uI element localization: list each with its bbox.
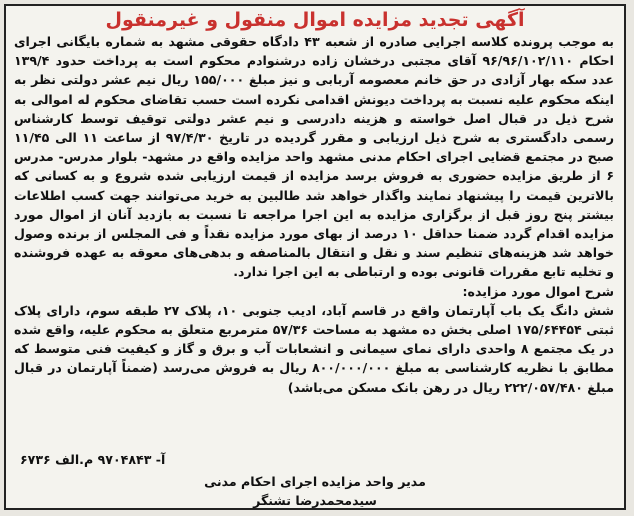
notice-paragraph-main: به موجب پرونده کلاسه اجرایی صادره از شعبه ۴۳ دادگاه حقوقی مشهد به شماره بایگانی اجرای احکام ۹۶/۹۶/۱۰۲/۱۱۰ آقای مجتبی درخشان زاده درشنوادم محکوم است به پرداخت حدود ۱۳۹/۴ عدد سکه بهار آزادی در حق خانم معصومه آربابی و نیز مبلغ ۱۵۵/۰۰۰ ریال نیم عشر دولتی نظر به اینکه محکوم علیه نسبت به پرداخت دیونش اقدامی نکرده است حسب تقاضای محکوم له اموالی به شرح ذیل در قبال اصل خواسته و هزینه دادرسی و نیم عشر دولتی توقیف توسط کارشناس رسمی دادگستری به شرح ذیل ارزیابی و مقرر گردیده در تاریخ ۹۷/۴/۳۰ از ساعت ۱۱ الی ۱۱/۴۵ صبح در مجتمع قضایی اجرای احکام مدنی مشهد واحد مزایده واقع در مشهد- بلوار مدرس- مدرس ۶ از طریق مزایده حضوری به فروش برسد مزایده از قیمت ارزیابی شده شروع و به کسانی که بالاترین قیمت را پیشنهاد نمایند واگذار خواهد شد طالبین به خرید می‌توانند جهت کسب اطلاعات بیشتر پنج روز قبل از برگزاری مزایده به این اجرا مراجعه تا نسبت به بازدید آنان از اموال مورد مزایده اقدام گردد ضمنا حداقل ۱۰ درصد از بهای مورد مزایده نقداً و فی المجلس از برنده وصول خواهد شد هزینه‌های تنظیم سند و نقل و انتقال بالمناصفه و بدهی‌های معوقه به عهده فروشنده و تخلیه تابع مقررات قانونی بوده و ارتباطی به این اجرا ندارد. bbox=[14, 34, 615, 280]
notice-frame bbox=[4, 4, 626, 510]
property-description-heading: شرح اموال مورد مزایده: bbox=[462, 283, 614, 299]
notice-title: آگهی تجدید مزایده اموال منقول و غیرمنقول bbox=[105, 9, 525, 31]
signature-block bbox=[6, 472, 624, 510]
property-description: شش دانگ یک باب آپارتمان واقع در قاسم آباد، ادیب جنوبی ۱۰، پلاک ۲۷ طبقه سوم، دارای پلاک ثبتی ۱۷۵/۶۴۴۵۴ اصلی بخش ده مشهد به مساحت ۵۷/۳۶ مترمربع متعلق به محکوم علیه، واقع شده در یک مجتمع ۸ واحدی دارای نمای سیمانی و انشعابات آب و برق و گاز و کیفیت فنی متوسط که مطابق با نظریه کارشناسی به مبلغ ۸۰۰/۰۰۰/۰۰۰ ریال به فروش می‌رسد (ضمناً آپارتمان در قبال مبلغ ۲۲۲/۰۵۷/۴۸۰ ریال در رهن بانک مسکن می‌باشد) bbox=[14, 302, 614, 395]
notice-reference-number: آ- ۹۷۰۴۸۴۳ م.الف ۶۷۳۶ bbox=[20, 452, 166, 467]
notice-body bbox=[14, 32, 614, 397]
signer-title: مدیر واحد مزایده اجرای احکام مدنی bbox=[204, 474, 426, 489]
signer-name: سیدمحمدرضا تشنگر bbox=[253, 493, 377, 508]
